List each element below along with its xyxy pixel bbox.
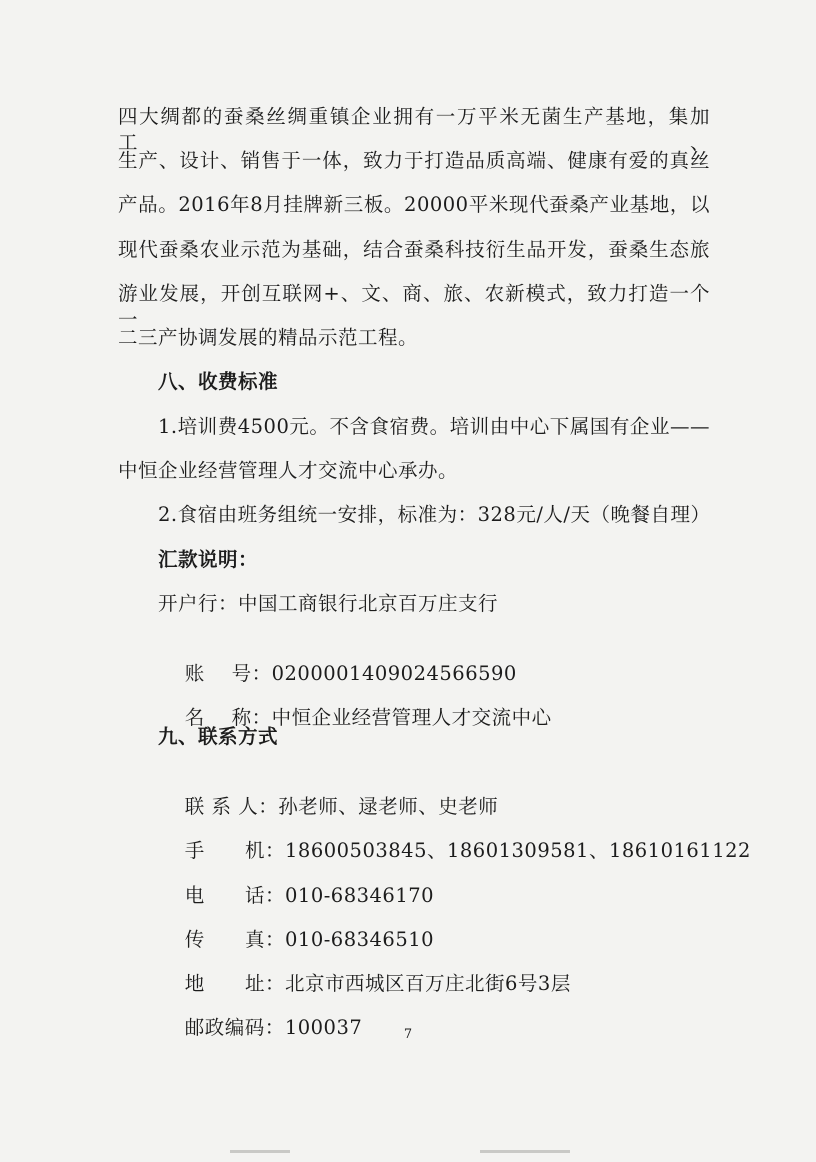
address-label: 地 址：: [184, 972, 285, 995]
page-number: 7: [403, 1027, 413, 1042]
intro-line-2: 生产、设计、销售于一体，致力于打造品质高端、健康有爱的真丝: [118, 149, 710, 172]
fax-value: 010-68346510: [285, 928, 435, 951]
intro-line-6: 二三产协调发展的精品示范工程。: [118, 326, 419, 349]
postcode-label: 邮政编码：: [184, 1016, 285, 1039]
scan-edge-mark: [230, 1150, 290, 1153]
fee-item-1-line-1: 1.培训费4500元。不含食宿费。培训由中心下属国有企业——: [158, 415, 710, 438]
intro-line-5: 游业发展，开创互联网+、文、商、旅、农新模式，致力打造一个一: [118, 282, 710, 331]
fee-item-2: 2.食宿由班务组统一安排，标准为：328元/人/天（晚餐自理）: [158, 503, 711, 526]
phone-value: 010-68346170: [285, 884, 435, 907]
fees-heading: 八、收费标准: [158, 370, 279, 393]
account-label: 账 号：: [184, 662, 272, 685]
postcode-value: 100037: [284, 1016, 363, 1039]
intro-line-1: 四大绸都的蚕桑丝绸重镇企业拥有一万平米无菌生产基地，集加工、: [118, 105, 710, 154]
mobile-value: 18600503845、18601309581、18610161122: [285, 839, 751, 862]
account-name-label: 名 称：: [184, 706, 272, 729]
bank-row: [158, 591, 498, 617]
contact-heading: 九、联系方式: [158, 725, 279, 748]
intro-line-4: 现代蚕桑农业示范为基础，结合蚕桑科技衍生品开发，蚕桑生态旅: [118, 238, 710, 261]
account-name-value: 中恒企业经营管理人才交流中心: [271, 706, 552, 729]
mobile-label: 手 机：: [184, 839, 285, 862]
contact-person-label: 联 系 人：: [184, 795, 279, 818]
remit-heading: 汇款说明：: [158, 548, 259, 571]
intro-line-3: 产品。2016年8月挂牌新三板。20000平米现代蚕桑产业基地，以: [118, 193, 710, 216]
contact-person-value: 孙老师、逯老师、史老师: [278, 795, 499, 818]
address-value: 北京市西城区百万庄北街6号3层: [285, 972, 571, 995]
scan-edge-mark: [480, 1150, 570, 1153]
fax-label: 传 真：: [184, 928, 285, 951]
bank-value: 中国工商银行北京百万庄支行: [238, 592, 499, 615]
phone-label: 电 话：: [184, 884, 285, 907]
postcode-row: [158, 989, 362, 1067]
bank-label: 开户行：: [158, 592, 239, 615]
account-value: 0200001409024566590: [271, 662, 517, 685]
fee-item-1-line-2: 中恒企业经营管理人才交流中心承办。: [118, 459, 459, 482]
